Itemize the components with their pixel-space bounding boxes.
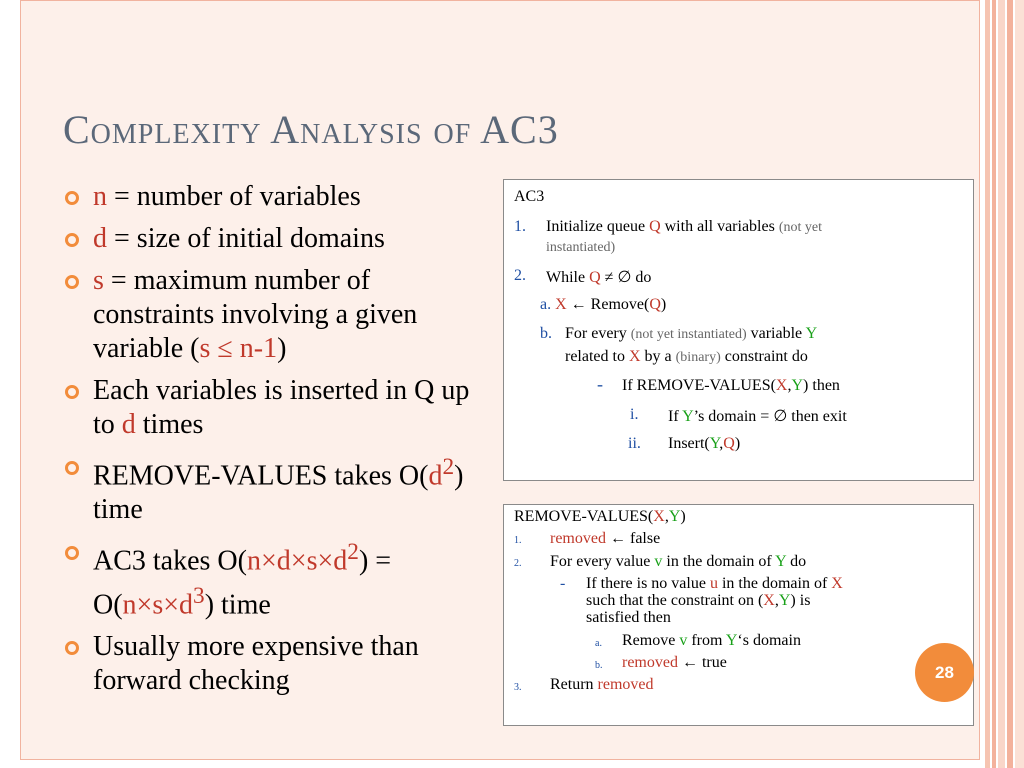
ac3-step-ii-num: ii.	[628, 435, 641, 452]
decor-stripe	[998, 0, 1005, 768]
rv-step-3-num: 3.	[514, 682, 522, 693]
page-number-badge: 28	[915, 643, 974, 702]
ac3-step-2: 2.	[514, 267, 526, 284]
slide-title: Complexity Analysis of AC3	[63, 107, 559, 152]
rv-heading: REMOVE-VALUES(X,Y)	[514, 508, 686, 525]
bullet-item: REMOVE-VALUES takes $O(d^2)$ time	[60, 450, 480, 527]
bullet-icon	[65, 546, 79, 560]
rv-step-a-text: Remove v from Y‘s domain	[622, 632, 801, 649]
rv-step-1-num: 1.	[514, 535, 522, 546]
rv-step-a-num: a.	[595, 638, 602, 649]
bullet-item: d = size of initial domains	[60, 222, 480, 256]
bullet-item: n = number of variables	[60, 180, 480, 214]
ac3-step-i-num: i.	[630, 406, 639, 423]
bullet-icon	[65, 461, 79, 475]
ac3-step-ii-text: Insert(Y,Q)	[668, 435, 741, 452]
bullet-icon	[65, 275, 79, 289]
ac3-step-dash-text: If REMOVE-VALUES(X,Y) then	[622, 377, 840, 394]
rv-step-2-text: For every value v in the domain of Y do	[550, 553, 807, 570]
ac3-step-2-text: While Q ≠ ∅ do	[546, 269, 652, 286]
decor-stripe	[992, 0, 996, 768]
ac3-step-2b-text: For every (not yet instantiated) variable Y	[565, 325, 818, 342]
decor-stripe	[1015, 0, 1024, 768]
ac3-algorithm-box	[503, 179, 974, 481]
ac3-step-2b: b.	[540, 325, 552, 342]
bullet-item: AC3 takes $O(n\times d\times s\times d^2) = O(n\times s\times d^3)$ time	[60, 535, 480, 622]
rv-step-3-text: Return removed	[550, 676, 654, 693]
rv-dash-text: If there is no value u in the domain of X such that the constraint on (X,Y) is satisfied then	[586, 575, 843, 626]
bullet-item: Usually more expensive than forward checking	[60, 630, 480, 698]
ac3-step-2a: a. X ← Remove(Q)	[540, 296, 667, 313]
ac3-step-1: 1.	[514, 218, 526, 235]
bullet-icon	[65, 641, 79, 655]
ac3-step-1-note: instantiated)	[546, 240, 616, 255]
bullet-icon	[65, 233, 79, 247]
remove-values-box	[503, 504, 974, 726]
decor-stripe	[985, 0, 990, 768]
rv-step-2-num: 2.	[514, 558, 522, 569]
ac3-heading: AC3	[514, 188, 545, 205]
dash-bullet: -	[597, 374, 603, 394]
bullet-icon	[65, 191, 79, 205]
bullet-icon	[65, 385, 79, 399]
bullet-list	[60, 180, 480, 706]
bullet-item: s = maximum number of constraints involving a given variable (s ≤ n-1)	[60, 264, 480, 366]
rv-step-1-text: removed ← false	[550, 530, 661, 547]
ac3-step-i-text: If Y’s domain = ∅ then exit	[668, 408, 847, 425]
decor-stripe	[1007, 0, 1013, 768]
ac3-step-1-text: Initialize queue Q with all variables (not yet	[546, 218, 822, 235]
bullet-item: Each variables is inserted in Q up to d times	[60, 374, 480, 442]
rv-step-b-text: removed ← true	[622, 654, 727, 671]
rv-dash-bullet: -	[560, 575, 566, 592]
rv-step-b-num: b.	[595, 660, 603, 671]
ac3-step-2b-text-2: related to X by a (binary) constraint do	[565, 348, 808, 365]
